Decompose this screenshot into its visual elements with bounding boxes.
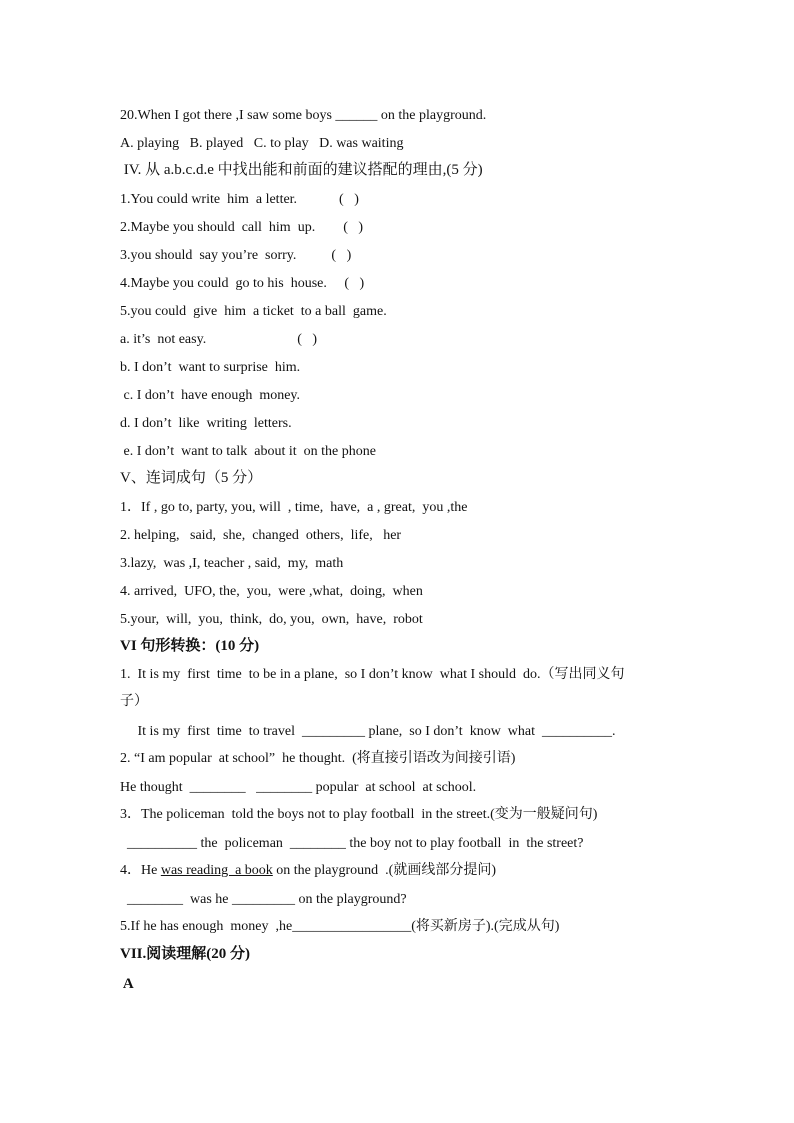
section6-q3-answer: __________ the policeman ________ the boy not to play football in the street? bbox=[120, 836, 584, 851]
q20-options: A. playing B. played C. to play D. was waiting bbox=[120, 136, 404, 151]
section4-reason-d: d. I don’t like writing letters. bbox=[120, 416, 292, 431]
section5-item-5: 5.your, will, you, think, do, you, own, have, robot bbox=[120, 612, 423, 627]
section4-reason-e: e. I don’t want to talk about it on the phone bbox=[120, 444, 376, 459]
section6-q1-cont: 子） bbox=[120, 694, 148, 709]
section4-reason-c: c. I don’t have enough money. bbox=[120, 388, 301, 403]
section5-title: V、连词成句（5 分） bbox=[120, 470, 263, 486]
section7-title: VII.阅读理解(20 分) bbox=[120, 946, 250, 962]
section5-item-3: 3.lazy, was ,I, teacher , said, my, math bbox=[120, 556, 344, 571]
section5-item-4: 4. arrived, UFO, the, you, were ,what, doing, when bbox=[120, 584, 423, 599]
section4-item-2: 2.Maybe you should call him up. ( ) bbox=[120, 220, 364, 235]
section4-reason-b: b. I don’t want to surprise him. bbox=[120, 360, 301, 375]
section5-item-2: 2. helping, said, she, changed others, life, her bbox=[120, 528, 402, 543]
section4-item-5: 5.you could give him a ticket to a ball game. bbox=[120, 304, 387, 319]
section6-q4-post: on the playground .(就画线部分提问) bbox=[272, 863, 496, 878]
q20-stem: 20.When I got there ,I saw some boys ______ on the playground. bbox=[120, 108, 487, 123]
section6-q1-answer: It is my first time to travel _________ plane, so I don’t know what __________. bbox=[120, 724, 616, 739]
section6-q2: 2. “I am popular at school” he thought. (将直接引语改为间接引语) bbox=[120, 751, 516, 766]
section6-q1: 1. It is my first time to be in a plane, so I don’t know what I should do.（写出同义句 bbox=[120, 667, 625, 682]
section6-q5: 5.If he has enough money ,he_________________(将买新房子).(完成从句) bbox=[120, 919, 560, 934]
section6-q4-pre: 4．He bbox=[120, 863, 161, 878]
section4-item-3: 3.you should say you’re sorry. ( ) bbox=[120, 248, 352, 263]
section6-q4-underlined: was reading a book bbox=[160, 863, 273, 878]
section4-title: IV. 从 a.b.c.d.e 中找出能和前面的建议搭配的理由,(5 分) bbox=[120, 162, 483, 178]
section6-q3: 3．The policeman told the boys not to play football in the street.(变为一般疑问句) bbox=[120, 807, 598, 822]
section6-q4-answer: ________ was he _________ on the playground? bbox=[120, 892, 407, 907]
section7-part-a: A bbox=[120, 976, 134, 992]
section6-title: VI 句形转换：(10 分) bbox=[120, 638, 260, 654]
section6-q4 bbox=[120, 862, 496, 880]
section5-item-1: 1．If , go to, party, you, will , time, have, a , great, you ,the bbox=[120, 500, 468, 515]
section4-reason-a: a. it’s not easy. ( ) bbox=[120, 332, 318, 347]
section4-item-4: 4.Maybe you could go to his house. ( ) bbox=[120, 276, 365, 291]
section4-item-1: 1.You could write him a letter. ( ) bbox=[120, 192, 359, 207]
section6-q2-answer: He thought ________ ________ popular at school at school. bbox=[120, 780, 477, 795]
